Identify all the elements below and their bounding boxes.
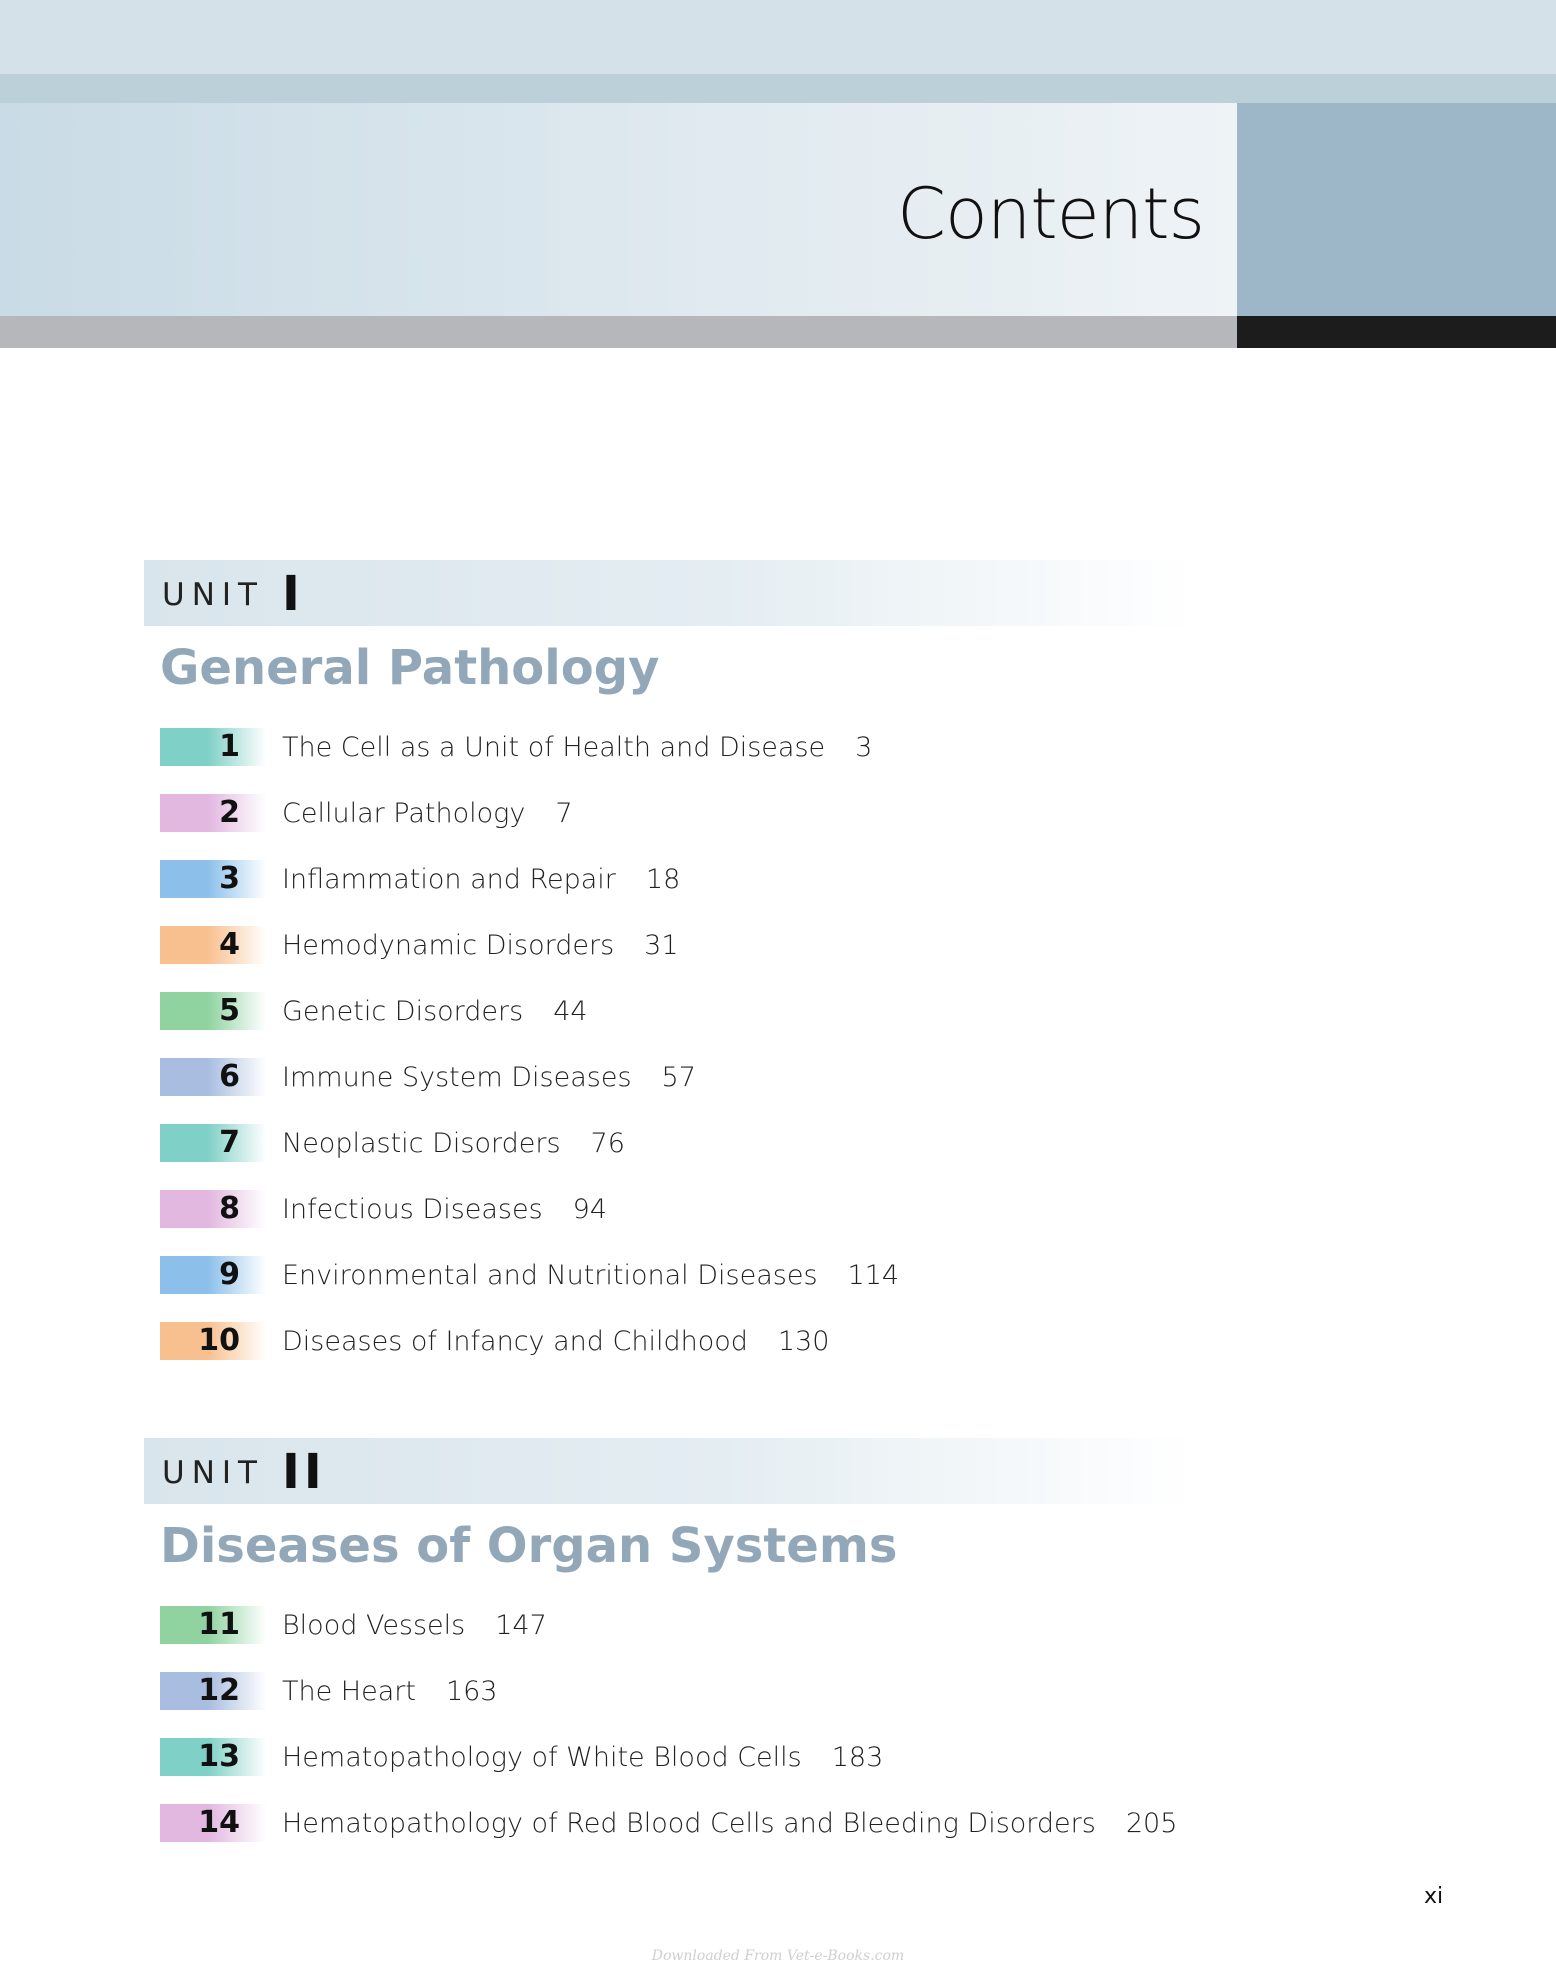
chapter-title: Immune System Diseases <box>282 1062 632 1093</box>
chapter-number: 14 <box>198 1805 240 1840</box>
toc-entry[interactable] <box>160 990 1360 1034</box>
chapter-page-number: 94 <box>572 1194 608 1225</box>
chapter-title-line[interactable] <box>282 1056 696 1100</box>
chapter-title: Hematopathology of White Blood Cells <box>282 1742 802 1773</box>
chapter-title: Inflammation and Repair <box>282 864 616 895</box>
chapter-number: 9 <box>219 1257 240 1292</box>
chapter-title-line[interactable] <box>282 858 680 902</box>
chapter-title-line[interactable] <box>282 792 573 836</box>
toc-entry[interactable] <box>160 1604 1360 1648</box>
toc-entry[interactable] <box>160 1254 1360 1298</box>
chapter-title: Hematopathology of Red Blood Cells and Bleeding Disorders <box>282 1808 1096 1839</box>
chapter-title-line[interactable] <box>282 1736 883 1780</box>
unit-title: Diseases of Organ Systems <box>160 1518 898 1574</box>
unit-label: UNIT <box>162 1455 264 1491</box>
chapter-number: 7 <box>219 1125 240 1160</box>
toc-entry[interactable] <box>160 924 1360 968</box>
chapter-title: Environmental and Nutritional Diseases <box>282 1260 818 1291</box>
chapter-title: Infectious Diseases <box>282 1194 543 1225</box>
chapter-number: 11 <box>198 1607 240 1642</box>
toc-entry[interactable] <box>160 1802 1360 1846</box>
chapter-page-number: 57 <box>661 1062 696 1093</box>
chapter-page-number: 7 <box>555 798 573 829</box>
chapter-title: Diseases of Infancy and Childhood <box>282 1326 748 1357</box>
chapter-number: 12 <box>198 1673 240 1708</box>
chapter-title-line[interactable] <box>282 1122 625 1166</box>
toc-entry[interactable] <box>160 1670 1360 1714</box>
unit-heading-bar <box>144 1438 1194 1504</box>
chapter-number: 6 <box>219 1059 240 1094</box>
header-gray-rule <box>0 316 1237 348</box>
chapter-title-line[interactable] <box>282 1604 547 1648</box>
chapter-title: Genetic Disorders <box>282 996 524 1027</box>
header-accent-band <box>0 74 1556 103</box>
watermark: Downloaded From Vet-e-Books.com <box>651 1948 905 1964</box>
chapter-number: 5 <box>219 993 240 1028</box>
toc-entry[interactable] <box>160 792 1360 836</box>
chapter-title-line[interactable] <box>282 1188 607 1232</box>
header-right-block <box>1237 103 1556 316</box>
chapter-page-number: 130 <box>777 1326 830 1357</box>
toc-entry[interactable] <box>160 1320 1360 1364</box>
chapter-title: Cellular Pathology <box>282 798 526 829</box>
chapter-title: The Heart <box>282 1676 416 1707</box>
chapter-title-line[interactable] <box>282 1254 899 1298</box>
unit-heading-bar <box>144 560 1194 626</box>
chapter-number: 2 <box>219 795 240 830</box>
chapter-title-line[interactable] <box>282 924 679 968</box>
chapter-page-number: 183 <box>831 1742 884 1773</box>
chapter-title: Blood Vessels <box>282 1610 466 1641</box>
page-header <box>0 0 1556 348</box>
toc-entry[interactable] <box>160 1188 1360 1232</box>
chapter-page-number: 18 <box>645 864 681 895</box>
chapter-page-number: 163 <box>445 1676 498 1707</box>
chapter-number: 10 <box>198 1323 240 1358</box>
chapter-page-number: 205 <box>1125 1808 1178 1839</box>
toc-entry[interactable] <box>160 1056 1360 1100</box>
chapter-number: 1 <box>219 729 240 764</box>
chapter-title-line[interactable] <box>282 1802 1177 1846</box>
unit-numeral: II <box>282 1444 326 1500</box>
unit-label: UNIT <box>162 577 264 613</box>
toc-entry[interactable] <box>160 726 1360 770</box>
chapter-number: 13 <box>198 1739 240 1774</box>
chapter-page-number: 114 <box>847 1260 900 1291</box>
page-title: Contents <box>897 173 1204 255</box>
chapter-title-line[interactable] <box>282 726 872 770</box>
chapter-number: 4 <box>219 927 240 962</box>
toc-entry[interactable] <box>160 858 1360 902</box>
chapter-number: 3 <box>219 861 240 896</box>
header-top-band <box>0 0 1556 74</box>
chapter-title: Neoplastic Disorders <box>282 1128 561 1159</box>
chapter-title-line[interactable] <box>282 1320 829 1364</box>
unit-numeral: I <box>282 566 304 622</box>
toc-entry[interactable] <box>160 1736 1360 1780</box>
chapter-page-number: 44 <box>553 996 588 1027</box>
chapter-page-number: 3 <box>855 732 873 763</box>
chapter-title: The Cell as a Unit of Health and Disease <box>282 732 826 763</box>
chapter-page-number: 147 <box>495 1610 547 1641</box>
toc-entry[interactable] <box>160 1122 1360 1166</box>
chapter-title-line[interactable] <box>282 990 588 1034</box>
chapter-page-number: 76 <box>590 1128 625 1159</box>
chapter-page-number: 31 <box>644 930 679 961</box>
chapter-title-line[interactable] <box>282 1670 498 1714</box>
chapter-title: Hemodynamic Disorders <box>282 930 615 961</box>
header-black-rule <box>1237 316 1556 348</box>
chapter-number: 8 <box>219 1191 240 1226</box>
page-number: xi <box>1424 1884 1444 1909</box>
unit-title: General Pathology <box>160 640 660 696</box>
